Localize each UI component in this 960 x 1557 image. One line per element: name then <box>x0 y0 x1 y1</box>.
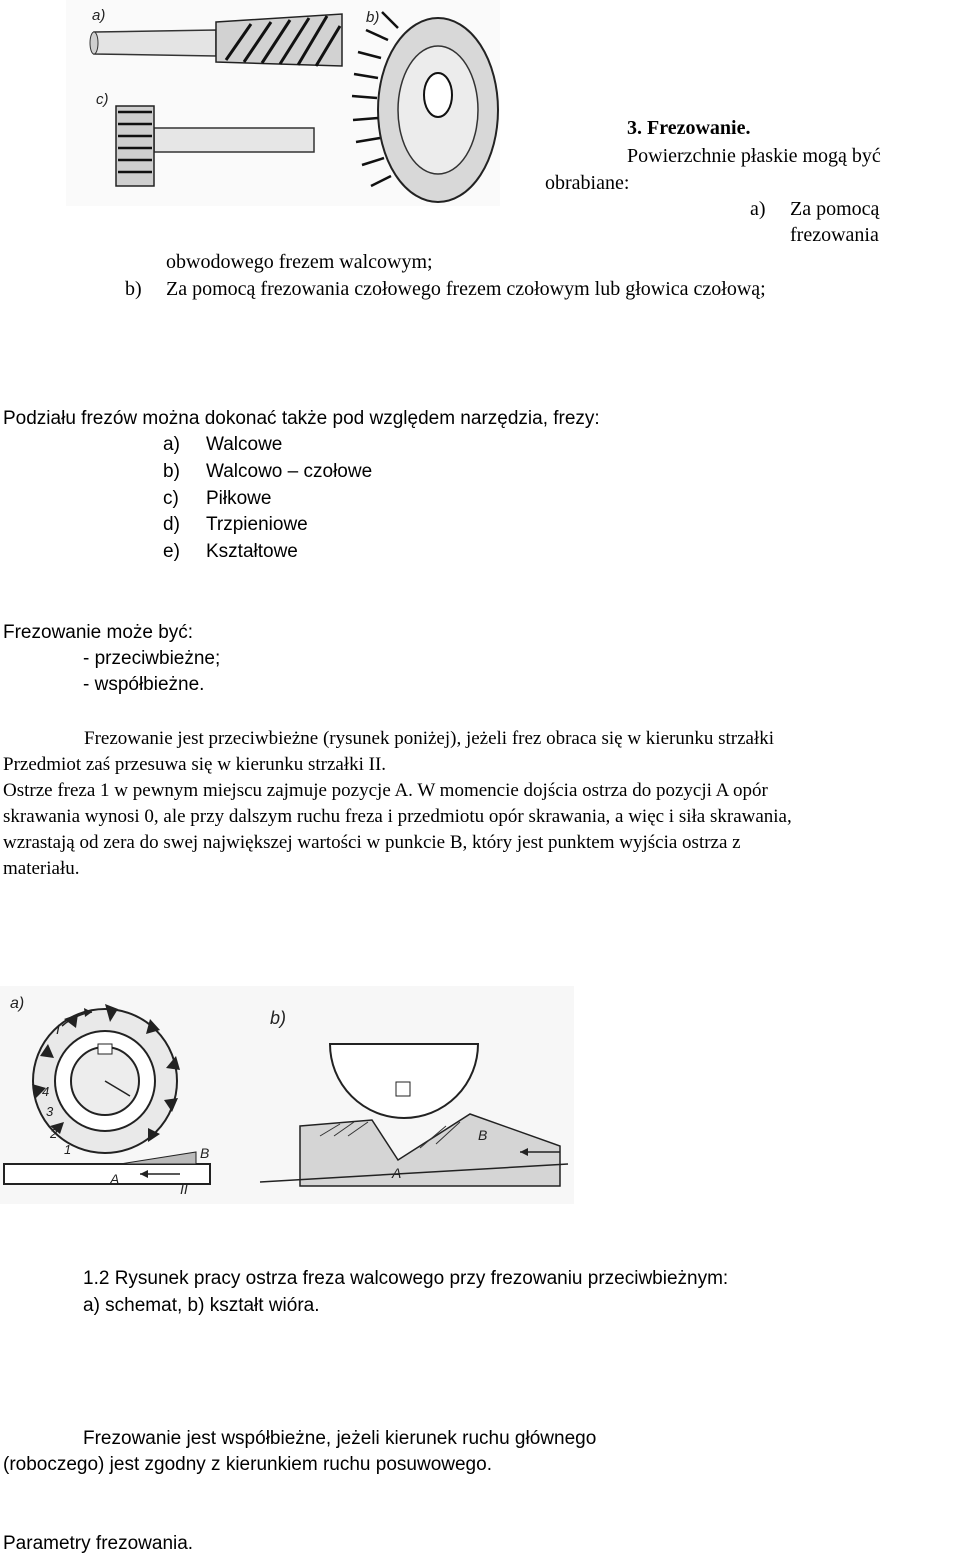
cutting-work-drawing <box>0 986 574 1204</box>
item-a-line-2: frezowania <box>790 224 879 246</box>
paragraph-line-2: Przedmiot zaś przesuwa się w kierunku strzałki II. <box>3 754 387 775</box>
climb-line-1: Frezowanie jest współbieżne, jeżeli kierunek ruchu głównego <box>83 1428 597 1449</box>
mark-II: II <box>180 1181 188 1197</box>
figure-caption-line-2: a) schemat, b) kształt wióra. <box>83 1295 320 1316</box>
division-item-a-text: Walcowe <box>206 434 283 455</box>
kinds-intro: Frezowanie może być: <box>3 622 194 643</box>
tooth-1: 1 <box>64 1142 72 1157</box>
division-intro: Podziału frezów można dokonać także pod względem narzędzia, frezy: <box>3 408 600 429</box>
figure-caption-line-1: 1.2 Rysunek pracy ostrza freza walcowego przy frezowaniu przeciwbieżnym: <box>83 1268 729 1289</box>
label-a: a) <box>92 7 106 24</box>
tooth-4: 4 <box>42 1084 50 1099</box>
paragraph-line-1: Frezowanie jest przeciwbieżne (rysunek poniżej), jeżeli frez obraca się w kierunku strzałki <box>84 728 775 749</box>
item-a-line-1: Za pomocą <box>790 198 880 220</box>
division-item-b <box>163 461 373 483</box>
mark-I: I <box>56 1021 60 1037</box>
division-item-b-marker: b) <box>163 461 180 482</box>
division-item-d-text: Trzpieniowe <box>206 514 308 535</box>
division-item-e <box>163 541 298 563</box>
milling-cutters-figure <box>66 0 500 206</box>
paragraph-line-5: wzrastają od zera do swej największej wartości w punkcie B, który jest punktem wyjścia ostrza z <box>3 832 741 853</box>
parameters-heading: Parametry frezowania. <box>3 1533 194 1554</box>
division-item-e-text: Kształtowe <box>206 541 298 562</box>
tooth-3: 3 <box>46 1104 54 1119</box>
work-label-b: b) <box>270 1008 287 1028</box>
intro-line-2: obrabiane: <box>545 172 630 194</box>
paragraph-line-6: materiału. <box>3 858 80 879</box>
chip-mark-A: A <box>392 1165 402 1181</box>
division-item-c-text: Piłkowe <box>206 488 272 509</box>
chip-mark-B: B <box>478 1127 488 1143</box>
division-item-a <box>163 434 283 456</box>
intro-line-1: Powierzchnie płaskie mogą być <box>627 145 881 167</box>
division-item-e-marker: e) <box>163 541 180 562</box>
paragraph-line-3: Ostrze freza 1 w pewnym miejscu zajmuje pozycje A. W momencie dojścia ostrza do pozycji A opór <box>3 780 768 801</box>
item-b-marker: b) <box>125 278 142 300</box>
item-b-text: Za pomocą frezowania czołowego frezem czołowym lub głowica czołową; <box>166 278 766 300</box>
milling-cutters-drawing <box>66 0 500 206</box>
division-item-b-text: Walcowo – czołowe <box>206 461 373 482</box>
tooth-2: 2 <box>50 1126 58 1141</box>
mark-B: B <box>200 1145 210 1161</box>
cutting-work-figure <box>0 986 574 1204</box>
division-item-c <box>163 488 272 510</box>
label-b: b) <box>366 9 380 26</box>
work-label-a: a) <box>10 995 25 1012</box>
climb-line-2: (roboczego) jest zgodny z kierunkiem ruchu posuwowego. <box>3 1454 492 1475</box>
kinds-item-1: - przeciwbieżne; <box>83 648 221 669</box>
paragraph-line-4: skrawania wynosi 0, ale przy dalszym ruchu freza i przedmiotu opór skrawania, a więc i siła skrawania, <box>3 806 792 827</box>
division-item-d <box>163 514 308 536</box>
item-a-marker: a) <box>750 198 766 220</box>
section-title: 3. Frezowanie. <box>627 117 751 139</box>
mark-A: A <box>110 1171 120 1187</box>
division-item-a-marker: a) <box>163 434 180 455</box>
item-a-continuation: obwodowego frezem walcowym; <box>166 251 433 273</box>
kinds-item-2: - współbieżne. <box>83 674 205 695</box>
label-c: c) <box>96 91 109 108</box>
division-item-c-marker: c) <box>163 488 179 509</box>
division-item-d-marker: d) <box>163 514 180 535</box>
